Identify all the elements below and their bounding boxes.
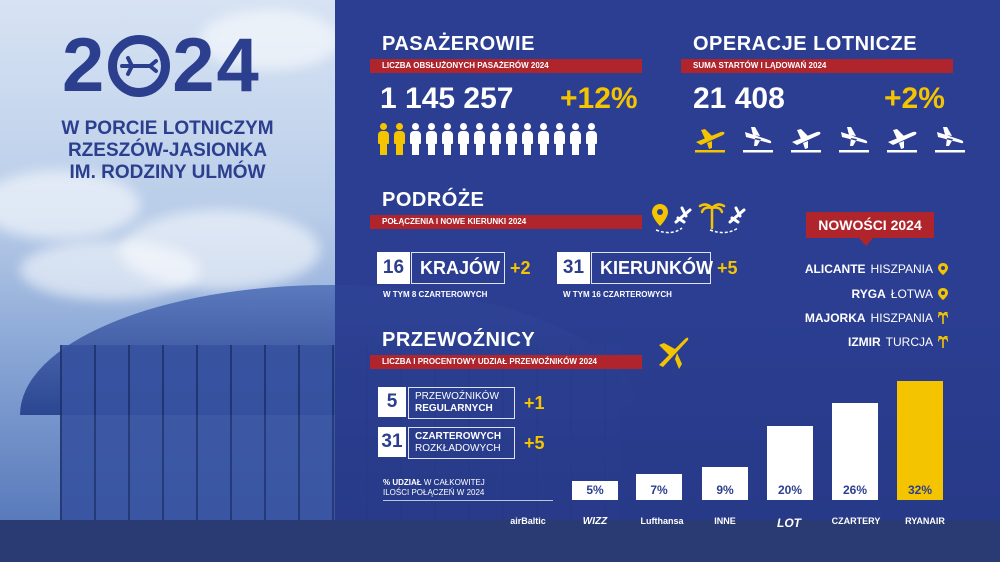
plane-in-circle-icon <box>108 35 170 97</box>
person-icon <box>409 123 422 155</box>
person-icon <box>569 123 582 155</box>
charter-line2: ROZKŁADOWYCH <box>415 443 501 454</box>
chart-bar <box>636 474 682 500</box>
regular-line1: PRZEWOŹNIKÓW <box>415 391 499 402</box>
year-suffix: 24 <box>172 23 261 108</box>
operations-value: 21 408 <box>693 82 785 115</box>
carrier-logo: airBaltic <box>510 516 546 526</box>
operations-subtitle: SUMA STARTÓW I LĄDOWAŃ 2024 <box>681 59 953 73</box>
carrier-logo: Lufthansa <box>640 516 684 526</box>
destination-city: MAJORKA <box>804 311 866 325</box>
person-icon <box>537 123 550 155</box>
passengers-title: PASAŻEROWIE <box>382 33 535 55</box>
carrier-logo: CZARTERY <box>831 516 881 526</box>
ground <box>0 520 1000 562</box>
chart-bar-label: 20% <box>777 483 803 497</box>
title-line: W PORCIE LOTNICZYM <box>61 118 274 139</box>
takeoff-icon <box>693 124 727 154</box>
chart-bar <box>702 467 748 500</box>
regular-carriers-count: 5 <box>378 387 406 417</box>
person-icon <box>393 123 406 155</box>
travel-title: PODRÓŻE <box>382 189 485 211</box>
title-line: IM. RODZINY ULMÓW <box>69 162 266 183</box>
passengers-value: 1 145 257 <box>380 82 514 115</box>
year-title <box>62 23 261 108</box>
charter-carriers-count: 31 <box>378 427 406 457</box>
pin-icon <box>938 263 948 275</box>
share-label <box>383 478 513 498</box>
destination-row <box>805 311 948 325</box>
passengers-subtitle: LICZBA OBSŁUŻONYCH PASAŻERÓW 2024 <box>370 59 642 73</box>
destination-row <box>852 287 948 301</box>
plane-yellow-icon <box>655 333 691 369</box>
charter-carriers-label <box>408 427 515 459</box>
chart-bar-label: 5% <box>586 483 604 497</box>
carrier-logo: INNE <box>714 516 736 526</box>
person-icon <box>553 123 566 155</box>
countries-note: W TYM 8 CZARTEROWYCH <box>383 290 488 299</box>
destination-city: RYGA <box>851 287 886 301</box>
person-icon <box>377 123 390 155</box>
directions-change: +5 <box>717 258 738 278</box>
carrier-logo: WIZZ <box>582 516 608 527</box>
carriers-subtitle: LICZBA I PROCENTOWY UDZIAŁ PRZEWOŹNIKÓW 2024 <box>370 355 642 369</box>
share-label-rest: W CAŁKOWITEJ <box>421 478 485 487</box>
travel-icons <box>652 202 752 236</box>
share-label-bold: % UDZIAŁ <box>383 478 422 487</box>
year-prefix: 2 <box>62 23 107 108</box>
destination-row <box>805 262 948 276</box>
chart-bar-label: 26% <box>842 483 868 497</box>
news-title: NOWOŚCI 2024 <box>806 212 934 238</box>
palm-icon <box>938 336 948 348</box>
landing-icon <box>837 124 871 154</box>
destination-country: HISZPANIA <box>870 311 933 325</box>
regular-carriers-change: +1 <box>524 393 545 413</box>
person-icon <box>505 123 518 155</box>
regular-line2: REGULARNYCH <box>415 403 493 414</box>
destination-row <box>848 335 948 349</box>
takeoff-icon <box>885 124 919 154</box>
person-icon <box>521 123 534 155</box>
charter-carriers-change: +5 <box>524 433 545 453</box>
chart-bar <box>767 426 813 500</box>
palm-icon <box>938 312 948 324</box>
passengers-change: +12% <box>560 82 638 115</box>
operations-change: +2% <box>884 82 945 115</box>
landing-icon <box>933 124 967 154</box>
directions-label: KIERUNKÓW <box>591 252 711 284</box>
share-label-line2: ILOŚCI POŁĄCZEŃ W 2024 <box>383 488 485 497</box>
person-icon <box>441 123 454 155</box>
chart-bar-label: 32% <box>907 483 933 497</box>
plane-icons <box>693 124 967 154</box>
chart-bar-label: 7% <box>650 483 668 497</box>
chart-bar-label: 9% <box>716 483 734 497</box>
landing-icon <box>741 124 775 154</box>
person-icon <box>473 123 486 155</box>
chart-bar <box>572 481 618 500</box>
person-icon <box>489 123 502 155</box>
destination-country: TURCJA <box>885 335 933 349</box>
regular-carriers-label <box>408 387 515 419</box>
directions-count: 31 <box>557 252 590 284</box>
title-line: RZESZÓW-JASIONKA <box>67 140 268 161</box>
destination-country: HISZPANIA <box>870 262 933 276</box>
countries-count: 16 <box>377 252 410 284</box>
destination-city: IZMIR <box>847 335 881 349</box>
person-icon <box>425 123 438 155</box>
people-icons <box>377 123 598 155</box>
countries-change: +2 <box>510 258 531 278</box>
charter-line1: CZARTEROWYCH <box>415 431 502 442</box>
carrier-logo: LOT <box>777 516 801 530</box>
destination-country: ŁOTWA <box>890 287 933 301</box>
person-icon <box>457 123 470 155</box>
chart-bar <box>832 403 878 500</box>
carrier-logo: RYANAIR <box>905 516 945 526</box>
airport-name <box>40 118 295 184</box>
share-divider <box>383 500 553 501</box>
carriers-title: PRZEWOŹNICY <box>382 329 536 351</box>
pin-icon <box>938 288 948 300</box>
operations-title: OPERACJE LOTNICZE <box>693 33 918 55</box>
directions-note: W TYM 16 CZARTEROWYCH <box>563 290 672 299</box>
travel-subtitle: POŁĄCZENIA I NOWE KIERUNKI 2024 <box>370 215 642 229</box>
person-icon <box>585 123 598 155</box>
news-title-pointer <box>858 237 874 246</box>
takeoff-icon <box>789 124 823 154</box>
chart-bar <box>897 381 943 500</box>
countries-label: KRAJÓW <box>411 252 505 284</box>
destination-city: ALICANTE <box>804 262 866 276</box>
